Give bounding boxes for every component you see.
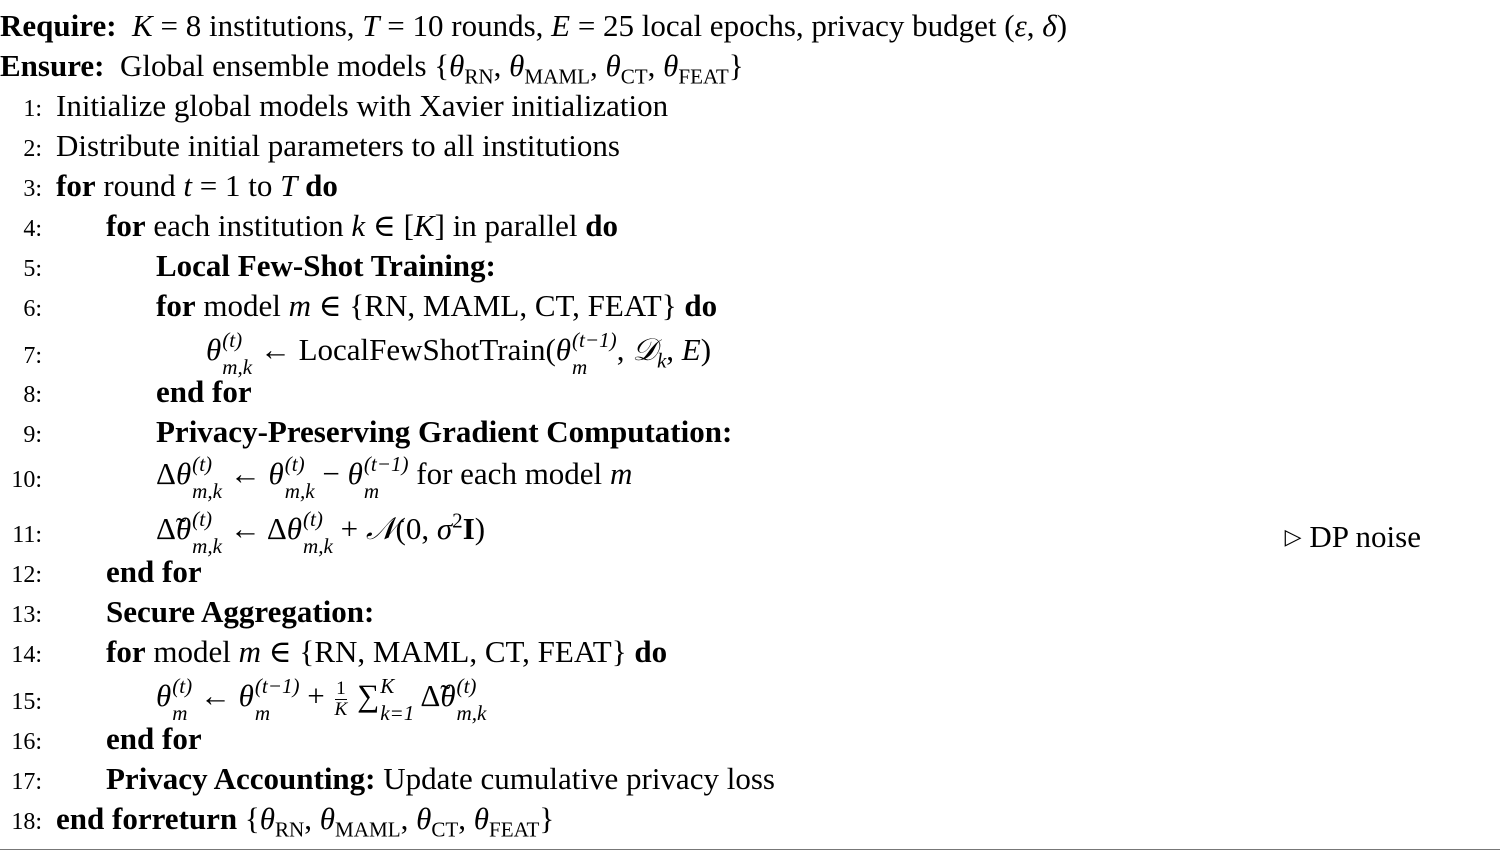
require-line bbox=[0, 10, 1067, 41]
line-number: 15: bbox=[11, 689, 42, 715]
step-text: Privacy Accounting: Update cumulative privacy loss bbox=[106, 761, 775, 796]
step-text: for model m ∈ {RN, MAML, CT, FEAT} do bbox=[156, 288, 718, 323]
line-number: 10: bbox=[11, 467, 42, 493]
line-number: 17: bbox=[11, 769, 42, 795]
triangle-right-icon: ▷ bbox=[1284, 524, 1302, 549]
step-text: θ (t) m ← θ (t−1) m + $\frac{1}{K}$ ∑ K k=1 Δ̃θ (t) m,k bbox=[156, 674, 487, 726]
step-text: end for bbox=[156, 374, 252, 409]
step-text: Local Few-Shot Training: bbox=[156, 248, 496, 283]
line-number: 18: bbox=[11, 809, 42, 835]
ensure-text: Global ensemble models {$\theta_{RN}$, $\theta_{MAML}$, $\theta_{CT}$, $\theta_{FEAT}$} bbox=[112, 48, 744, 89]
dp-noise-comment: ▷ DP noise bbox=[1284, 519, 1421, 554]
require-label: Require: bbox=[0, 8, 117, 43]
line-number: 1: bbox=[23, 96, 42, 122]
line-number: 16: bbox=[11, 729, 42, 755]
bottom-rule bbox=[0, 849, 1500, 850]
step-text: for each institution k ∈ [K] in parallel do bbox=[106, 208, 618, 243]
step-text: for model m ∈ {RN, MAML, CT, FEAT} do bbox=[106, 634, 668, 669]
step-text: Δθ (t) m,k ← θ (t) m,k − θ (t−1) m for each model m bbox=[156, 452, 633, 504]
line-number: 3: bbox=[23, 176, 42, 202]
line-number: 9: bbox=[23, 422, 42, 448]
line-number: 11: bbox=[12, 522, 42, 548]
step-text: Δ̃θ (t) m,k ← Δθ (t) m,k + 𝒩(0, $\sigma^2I$) bbox=[156, 507, 486, 559]
line-number: 2: bbox=[23, 136, 42, 162]
line-number: 4: bbox=[23, 216, 42, 242]
line-number: 6: bbox=[23, 296, 42, 322]
line-number: 13: bbox=[11, 602, 42, 628]
step-text: Initialize global models with Xavier initialization bbox=[56, 88, 669, 123]
step-text: for round t = 1 to T do bbox=[56, 168, 338, 203]
line-number: 5: bbox=[23, 256, 42, 282]
step-text: end for bbox=[106, 721, 202, 756]
step-text: θ (t) m,k ← LocalFewShotTrain(θ (t−1) m , 𝒟$_k$, E) bbox=[206, 328, 712, 380]
step-text: Distribute initial parameters to all institutions bbox=[56, 128, 620, 163]
step-text: Privacy-Preserving Gradient Computation: bbox=[156, 414, 733, 449]
step-text: end forreturn {$\theta_{RN}$, $\theta_{MAML}$, $\theta_{CT}$, $\theta_{FEAT}$} bbox=[56, 801, 555, 842]
step-text: end for bbox=[106, 554, 202, 589]
line-number: 8: bbox=[23, 382, 42, 408]
line-number: 7: bbox=[23, 343, 42, 369]
ensure-label: Ensure: bbox=[0, 48, 105, 83]
step-text: Secure Aggregation: bbox=[106, 594, 375, 629]
ensure-line bbox=[0, 48, 744, 89]
require-text: K = 8 institutions, T = 10 rounds, E = 25 local epochs, privacy budget (ε, δ) bbox=[132, 8, 1068, 43]
line-number: 14: bbox=[11, 642, 42, 668]
line-number: 12: bbox=[11, 562, 42, 588]
